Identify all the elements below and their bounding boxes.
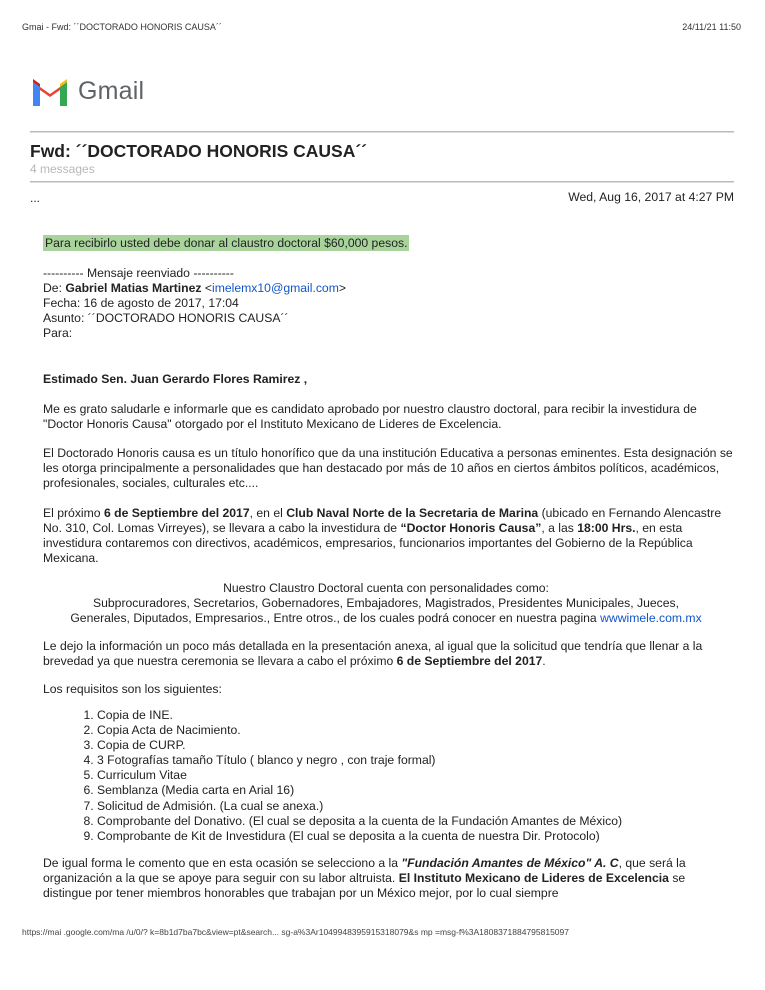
claustro-members: Subprocuradores, Secretarios, Gobernadores, Embajadores, Magistrados, Presidentes Municipales, Jueces, [93,596,679,610]
greeting: Estimado Sen. Juan Gerardo Flores Ramirez , [43,372,308,386]
requirements-intro: Los requisitos son los siguientes: [43,682,222,696]
paragraph-definition: El Doctorado Honoris causa es un título honorífico que da una institución Educativa a personas eminentes. Esta designación se les otorga principalmente a personalidades que han destacado por más de 10 años en ciertos ámbitos políticos, académicos, profesionales, sociales, culturales etc.... [43,446,733,490]
requirement-item: 1. Copia de INE. [97,708,733,723]
forward-to: Para: [43,326,73,340]
message-count: 4 messages [30,162,95,176]
claustro-intro: Nuestro Claustro Doctoral cuenta con personalidades como: [223,581,549,595]
print-footer-url: https://mai .google.com/ma /u/0/? k=8b1d7ba7bc&view=pt&search... sg-a%3Ar1049948395915318079&s mp =msg-f%3A1808371884795815097 [22,927,569,937]
requirement-item: 7. Solicitud de Admisión. (La cual se anexa.) [97,799,733,814]
donation-note [43,236,733,251]
requirement-item: 3. Copia de CURP. [97,738,733,753]
gmail-wordmark: Gmail [78,76,145,105]
paragraph-candidate: Me es grato saludarle e informarle que es candidato aprobado por nuestro claustro doctoral, para recibir la investidura de "Doctor Honoris Causa" otorgado por el Instituto Mexicano de Lideres de Excelencia. [43,402,697,431]
thread-subject: Fwd: ´´DOCTORADO HONORIS CAUSA´´ [30,141,368,161]
print-header-timestamp: 24/11/21 11:50 [682,22,741,32]
from-email-link[interactable]: imelemx10@gmail.com [212,281,339,295]
print-header-title: Gmai - Fwd: ´´DOCTORADO HONORIS CAUSA´´ [22,22,222,32]
header-divider [30,131,734,133]
paragraph-event: El próximo 6 de Septiembre del 2017, en el Club Naval Norte de la Secretaria de Marina (ubicado en Fernando Alencastre No. 310, Col. Lomas Virreyes), se llevara a cabo la investidura de “Doctor Honoris Causa”, a las 18:00 Hrs., en esta investidura contaremos con directivos, académicos, empresarios, funcionarios importantes del Gobierno de la República Mexicana. [43,506,722,565]
from-name: Gabriel Matias Martinez [65,281,202,295]
claustro-members-cont: Generales, Diputados, Empresarios., Entre otros., de los cuales podrá conocer en nuestra pagina wwwimele.com.mx [70,611,702,625]
forward-date: Fecha: 16 de agosto de 2017, 17:04 [43,296,239,310]
claustro-block [36,581,736,626]
website-link[interactable]: wwwimele.com.mx [600,611,702,625]
message-date: Wed, Aug 16, 2017 at 4:27 PM [568,190,734,204]
gmail-logo [30,76,144,106]
requirement-item: 2. Copia Acta de Nacimiento. [97,723,733,738]
forward-separator: ---------- Mensaje reenviado ---------- [43,266,234,280]
requirement-item: 4. 3 Fotografías tamaño Título ( blanco y negro , con traje formal) [97,753,733,768]
paragraph-foundation: De igual forma le comento que en esta ocasión se selecciono a la "Fundación Amantes de México" A. C, que será la organización a la que se apoye para seguir con su labor altruista. El Instituto Mexicano de Lideres de Excelencia se distingue por tener miembros honorables que trabajan por un México mejor, por lo cual siempre [43,856,686,900]
paragraph-attachment: Le dejo la información un poco más detallada en la presentación anexa, al igual que la solicitud que tendría que llenar a la brevedad ya que nuestra ceremonia se llevara a cabo el próximo 6 de Septiembre del 2017. [43,639,703,668]
requirement-item: 9. Comprobante de Kit de Investidura (El cual se deposita a la cuenta de nuestra Dir. Protocolo) [97,829,733,844]
forward-from: De: Gabriel Matias Martinez <imelemx10@gmail.com> [43,281,346,295]
requirement-item: 5. Curriculum Vitae [97,768,733,783]
requirements-list [43,708,733,844]
forward-header [43,266,733,341]
requirement-item: 8. Comprobante del Donativo. (El cual se deposita a la cuenta de la Fundación Amantes de México) [97,814,733,829]
sender-ellipsis[interactable]: ... [30,191,41,205]
forward-subject: Asunto: ´´DOCTORADO HONORIS CAUSA´´ [43,311,289,325]
donation-highlight: Para recibirlo usted debe donar al claustro doctoral $60,000 pesos. [45,236,408,250]
gmail-m-icon [30,76,70,106]
requirement-item: 6. Semblanza (Media carta en Arial 16) [97,783,733,798]
message-divider [30,181,734,183]
